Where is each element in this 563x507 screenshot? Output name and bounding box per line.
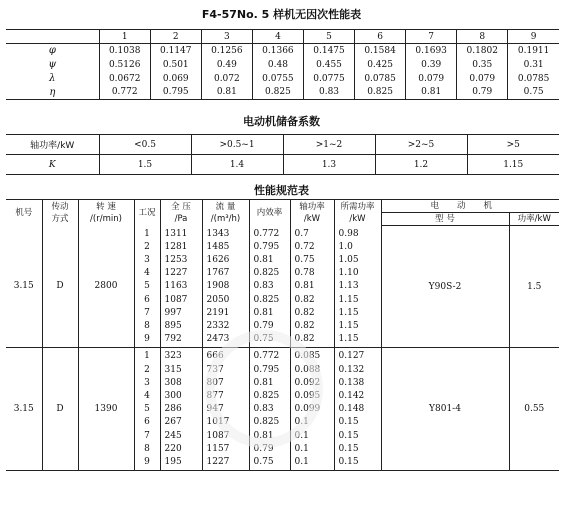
- table-cell: >0.5~1: [191, 135, 283, 155]
- list-value: 1: [144, 351, 150, 362]
- list-value: 1.15: [338, 294, 359, 305]
- table3-header-row: [6, 200, 559, 213]
- list-value: 0.15: [338, 417, 359, 428]
- header-condition: 工况: [134, 200, 160, 226]
- list-value: 0.099: [294, 404, 321, 415]
- table-cell: <0.5: [99, 135, 191, 155]
- list-value: 1227: [164, 268, 188, 279]
- table-cell: 0.772: [99, 86, 150, 100]
- table-cell: 0.1366: [252, 44, 303, 58]
- list-value: 6: [144, 417, 150, 428]
- list-value: 997: [164, 307, 182, 318]
- speed-cell: 2800: [78, 226, 134, 348]
- table-cell: 0.1475: [303, 44, 354, 58]
- list-value: 0.82: [294, 294, 315, 305]
- table-cell: 1.5: [99, 155, 191, 175]
- list-value: 1: [144, 228, 150, 239]
- list-value: 1.0: [338, 241, 353, 252]
- list-value: 1.15: [338, 320, 359, 331]
- list-value: 0.75: [294, 254, 315, 265]
- list-value: 2050: [206, 294, 230, 305]
- row-symbol: λ: [49, 73, 56, 84]
- list-value: 1227: [206, 456, 230, 467]
- header-shaft-power: 轴功率 /kW: [290, 200, 334, 226]
- list-value: 0.1: [294, 456, 309, 467]
- table-cell: 0.75: [508, 86, 559, 100]
- table-cell: 1.4: [191, 155, 283, 175]
- list-value: 0.83: [253, 404, 274, 415]
- table-cell: 0.825: [252, 86, 303, 100]
- row-symbol: φ: [48, 45, 56, 57]
- list-value: 0.1: [294, 430, 309, 441]
- list-value: 1087: [206, 430, 230, 441]
- header-motor-type: 型 号: [381, 213, 509, 226]
- table-cell: 0.455: [303, 58, 354, 72]
- header-model-no: 机号: [6, 200, 42, 226]
- list-value: 1253: [164, 254, 188, 265]
- list-value: 1.13: [338, 281, 359, 292]
- motor-type-cell: Y90S-2: [381, 226, 509, 348]
- table-cell: 0.81: [201, 86, 252, 100]
- list-value: 315: [164, 364, 182, 375]
- list-value: 0.795: [253, 241, 280, 252]
- list-value: 8: [144, 443, 150, 454]
- table1-col-header: 9: [508, 30, 559, 44]
- list-value: 0.085: [294, 351, 321, 362]
- list-value: 0.82: [294, 320, 315, 331]
- model-no-cell: 3.15: [13, 281, 34, 292]
- list-value: 0.72: [294, 241, 315, 252]
- list-value: 6: [144, 294, 150, 305]
- header-motor: 电动机: [381, 200, 559, 213]
- table1-col-header: 1: [99, 30, 150, 44]
- list-value: 0.7: [294, 228, 309, 239]
- list-value: 0.15: [338, 430, 359, 441]
- drive-cell: D: [42, 226, 78, 348]
- list-value: 0.138: [338, 377, 365, 388]
- list-value: 807: [206, 377, 224, 388]
- list-value: 877: [206, 390, 224, 401]
- list-value: 0.81: [253, 307, 274, 318]
- list-value: 0.088: [294, 364, 321, 375]
- table-cell: 0.49: [201, 58, 252, 72]
- list-value: 0.825: [253, 417, 280, 428]
- table1-col-header: 7: [406, 30, 457, 44]
- list-value: 1281: [164, 241, 188, 252]
- list-value: 3: [144, 254, 150, 265]
- list-value: 2191: [206, 307, 230, 318]
- list-value: 1163: [164, 281, 188, 292]
- table-cell: >2~5: [375, 135, 467, 155]
- table3-block-2800: [6, 226, 559, 348]
- list-value: 1.10: [338, 268, 359, 279]
- list-value: 195: [164, 456, 182, 467]
- table-cell: 0.0672: [99, 72, 150, 86]
- flow-list: [202, 226, 249, 348]
- list-value: 0.82: [294, 307, 315, 318]
- table-cell: 0.1911: [508, 44, 559, 58]
- list-value: 0.83: [253, 281, 274, 292]
- table-cell: 0.1693: [406, 44, 457, 58]
- table1-row-psi: [6, 58, 559, 72]
- list-value: 0.81: [253, 430, 274, 441]
- list-value: 0.825: [253, 294, 280, 305]
- table1-corner-cell: [6, 30, 99, 44]
- table-cell: 1.2: [375, 155, 467, 175]
- row-label: K: [6, 155, 99, 175]
- list-value: 1311: [164, 228, 188, 239]
- list-value: 792: [164, 334, 182, 345]
- table1-col-header: 4: [252, 30, 303, 44]
- list-value: 0.095: [294, 390, 321, 401]
- table-cell: 0.0775: [303, 72, 354, 86]
- table3-title: 性能规范表: [254, 184, 309, 197]
- list-value: 1.15: [338, 307, 359, 318]
- list-value: 5: [144, 281, 150, 292]
- table-cell: 0.48: [252, 58, 303, 72]
- motor-type-cell: Y801-4: [381, 348, 509, 471]
- list-value: 895: [164, 320, 182, 331]
- list-value: 0.81: [253, 254, 274, 265]
- list-value: 0.772: [253, 351, 280, 362]
- list-value: 1087: [164, 294, 188, 305]
- list-value: 300: [164, 390, 182, 401]
- list-value: 2: [144, 241, 150, 252]
- table-cell: 0.425: [355, 58, 406, 72]
- table-cell: 0.079: [406, 72, 457, 86]
- list-value: 9: [144, 334, 150, 345]
- list-value: 0.98: [338, 228, 359, 239]
- table1-row-phi: [6, 44, 559, 58]
- watermark-seal: [205, 330, 323, 448]
- table-cell: 0.795: [150, 86, 201, 100]
- dimensionless-performance-table: [6, 29, 559, 100]
- header-drive: 传动 方式: [42, 200, 78, 226]
- list-value: 267: [164, 417, 182, 428]
- list-value: 0.82: [294, 334, 315, 345]
- list-value: 666: [206, 351, 224, 362]
- list-value: 1908: [206, 281, 230, 292]
- table-cell: 0.81: [406, 86, 457, 100]
- list-value: 245: [164, 430, 182, 441]
- header-speed: 转 速 /(r/min): [78, 200, 134, 226]
- list-value: 1017: [206, 417, 230, 428]
- condition-list: [134, 226, 160, 348]
- table1-col-header: 2: [150, 30, 201, 44]
- list-value: 323: [164, 351, 182, 362]
- list-value: 4: [144, 390, 150, 401]
- list-value: 0.15: [338, 456, 359, 467]
- list-value: 1626: [206, 254, 230, 265]
- list-value: 2332: [206, 320, 230, 331]
- table-cell: 0.072: [201, 72, 252, 86]
- table-cell: 0.0755: [252, 72, 303, 86]
- table-cell: 0.1147: [150, 44, 201, 58]
- row-symbol: η: [6, 86, 99, 100]
- list-value: 0.092: [294, 377, 321, 388]
- list-value: 0.825: [253, 390, 280, 401]
- table1-col-header: 6: [355, 30, 406, 44]
- shaft-power-list: [290, 226, 334, 348]
- list-value: 1.15: [338, 334, 359, 345]
- header-required-power: 所需功率 /kW: [334, 200, 381, 226]
- list-value: 308: [164, 377, 182, 388]
- motor-power-cell: 0.55: [509, 348, 559, 471]
- required-power-list: [334, 348, 381, 471]
- list-value: 7: [144, 430, 150, 441]
- table1-row-lambda: [6, 72, 559, 86]
- list-value: 0.127: [338, 351, 365, 362]
- speed-cell: 1390: [78, 348, 134, 471]
- list-value: 0.132: [338, 364, 365, 375]
- list-value: 2473: [206, 334, 230, 345]
- table-cell: 0.39: [406, 58, 457, 72]
- table-cell: 0.0785: [508, 72, 559, 86]
- model-no-cell: 3.15: [6, 348, 42, 471]
- row-symbol: ψ: [48, 59, 57, 70]
- list-value: 0.795: [253, 364, 280, 375]
- list-value: 4: [144, 268, 150, 279]
- list-value: 0.1: [294, 443, 309, 454]
- list-value: 1343: [206, 228, 230, 239]
- table-cell: 0.79: [457, 86, 508, 100]
- list-value: 1485: [206, 241, 230, 252]
- header-efficiency: 内效率: [249, 200, 290, 226]
- table2-row-shaft-power: [6, 135, 559, 155]
- table2-row-k: [6, 155, 559, 175]
- list-value: 0.148: [338, 404, 365, 415]
- list-value: 737: [206, 364, 224, 375]
- list-value: 0.81: [253, 377, 274, 388]
- table-cell: 0.1256: [201, 44, 252, 58]
- table-cell: 1.3: [283, 155, 375, 175]
- list-value: 0.75: [253, 456, 274, 467]
- list-value: 286: [164, 404, 182, 415]
- table-cell: 0.0785: [355, 72, 406, 86]
- table-cell: 0.1584: [355, 44, 406, 58]
- list-value: 0.79: [253, 320, 274, 331]
- list-value: 0.79: [253, 443, 274, 454]
- drive-cell: D: [42, 348, 78, 471]
- motor-power-cell: 1.5: [509, 226, 559, 348]
- pressure-list: [160, 226, 202, 348]
- table-cell: >1~2: [283, 135, 375, 155]
- list-value: 7: [144, 307, 150, 318]
- list-value: 0.142: [338, 390, 365, 401]
- pressure-list: [160, 348, 202, 471]
- table1-header-row: [6, 30, 559, 44]
- table-cell: 0.1802: [457, 44, 508, 58]
- table-cell: 0.825: [355, 86, 406, 100]
- list-value: 0.78: [294, 268, 315, 279]
- table1-col-header: 3: [201, 30, 252, 44]
- motor-reserve-factor-table: [6, 134, 559, 175]
- table1-row-eta: [6, 86, 559, 100]
- list-value: 3: [144, 377, 150, 388]
- list-value: 8: [144, 320, 150, 331]
- table1-title: F4-57No. 5 样机无因次性能表: [201, 8, 362, 21]
- condition-list: [134, 348, 160, 471]
- list-value: 0.1: [294, 417, 309, 428]
- table-cell: 0.35: [457, 58, 508, 72]
- table-cell: 1.15: [467, 155, 559, 175]
- list-value: 0.81: [294, 281, 315, 292]
- list-value: 2: [144, 364, 150, 375]
- header-flow: 流 量 /(m³/h): [202, 200, 249, 226]
- table-cell: 0.069: [150, 72, 201, 86]
- table2-title: 电动机储备系数: [243, 115, 320, 128]
- list-value: 1157: [206, 443, 230, 454]
- table1-col-header: 8: [457, 30, 508, 44]
- table-cell: 0.079: [457, 72, 508, 86]
- list-value: 0.772: [253, 228, 280, 239]
- list-value: 0.15: [338, 443, 359, 454]
- row-label: 轴功率/kW: [6, 135, 99, 155]
- list-value: 9: [144, 456, 150, 467]
- table-cell: 0.1038: [99, 44, 150, 58]
- list-value: 947: [206, 404, 224, 415]
- table-cell: 0.5126: [99, 58, 150, 72]
- list-value: 1.05: [338, 254, 359, 265]
- table-cell: 0.83: [303, 86, 354, 100]
- table1-col-header: 5: [303, 30, 354, 44]
- list-value: 0.75: [253, 334, 274, 345]
- list-value: 220: [164, 443, 182, 454]
- table-cell: 0.501: [150, 58, 201, 72]
- list-value: 1767: [206, 268, 230, 279]
- header-motor-power: 功率/kW: [509, 213, 559, 226]
- required-power-list: [334, 226, 381, 348]
- header-pressure: 全 压 /Pa: [160, 200, 202, 226]
- table-cell: 0.31: [508, 58, 559, 72]
- table-cell: >5: [467, 135, 559, 155]
- list-value: 0.825: [253, 268, 280, 279]
- list-value: 5: [144, 404, 150, 415]
